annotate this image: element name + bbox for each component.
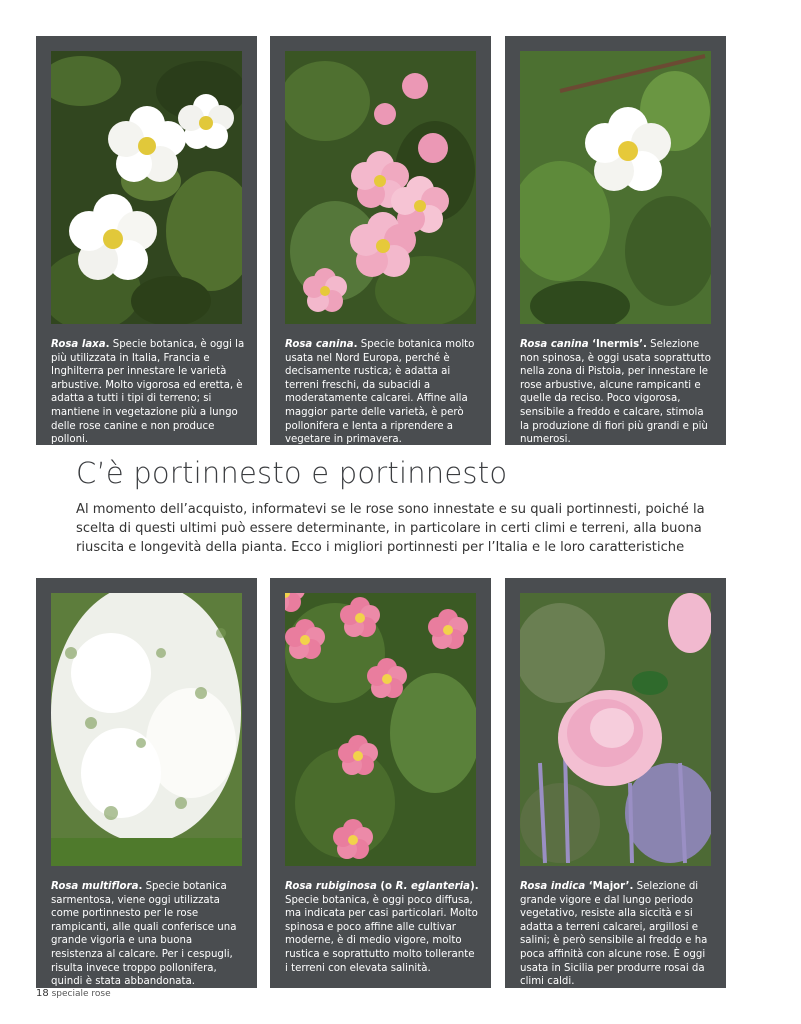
photo-rosa-multiflora	[51, 593, 242, 866]
species-name: Rosa canina	[520, 339, 589, 350]
alt-species-name: R. eglanteria	[395, 881, 471, 892]
page-number: 18	[36, 988, 49, 999]
cultivar-name: ‘Major’.	[585, 881, 634, 892]
species-description: Specie botanica molto usata nel Nord Europa, perché è decisamente rustica; è adatta ai terreni freschi, da subacidi a moderatamente calcarei. Affine alla maggior parte delle varietà, è però pollonifera e lenta a riprendere a vegetare in primavera.	[285, 339, 475, 446]
species-description: Specie botanica, è oggi poco diffusa, ma indicata per casi particolari. Molto spinosa e poco affine alle cultivar moderne, è di medio vigore, molto rustica e soprattutto molto tollerante i terreni con elevata salinità.	[285, 894, 478, 974]
species-name: Rosa multiflora	[51, 881, 139, 892]
photo-rosa-canina	[285, 51, 476, 324]
page-footer	[36, 988, 111, 999]
caption-rosa-indica	[520, 880, 714, 989]
caption-rosa-rubiginosa: Rosa rubiginosa (o R. eglanteria). Specie botanica, è oggi poco diffusa, ma indicata per casi particolari. Molto spinosa e poco affine alle cultivar moderne, è di medio vigore, molto rustica e soprattutto molto tollerante i terreni con elevata salinità.	[285, 881, 479, 974]
species-description: Specie botanica, è oggi la più utilizzata in Italia, Francia e Inghilterra per innestare le varietà arbustive. Molto vigorosa ed eretta, è adatta a tutti i tipi di terreno; si mantiene in vegetazione più a lungo delle rose canine e non produce polloni.	[51, 339, 245, 446]
card-rosa-indica	[505, 578, 726, 988]
caption-rosa-canina: Rosa canina. Specie botanica molto usata nel Nord Europa, perché è decisamente rustica; è adatta ai terreni freschi, da subacidi a moderatamente calcarei. Affine alla maggior parte delle varietà, è però pollonifera e lenta a riprendere a vegetare in primavera.	[285, 339, 475, 446]
species-name: Rosa indica	[520, 881, 586, 892]
section-intro: Al momento dell’acquisto, informatevi se le rose sono innestate e su quali portinnesti, poiché la scelta di questi ultimi può essere determinante, in particolare in certi climi e terreni, alla buona riuscita e longevità della pianta. Ecco i migliori portinnesti per l’Italia e le loro caratteristiche	[76, 502, 705, 555]
publication-label: speciale rose	[51, 989, 111, 999]
species-description: Specie botanica sarmentosa, viene oggi utilizzata come portinnesto per le rose rampicanti, alle quali conferisce una grande vigoria e una buona resistenza al calcare. Per i cespugli, risulta invece troppo pollonifera, quindi è stata abbandonata.	[51, 881, 237, 988]
card-rosa-canina-inermis	[505, 36, 726, 445]
card-rosa-canina	[270, 36, 491, 445]
caption-rosa-canina-inermis	[520, 338, 714, 447]
card-rosa-laxa	[36, 36, 257, 445]
species-name: Rosa canina	[285, 339, 354, 350]
photo-rosa-canina-inermis	[520, 51, 711, 324]
photo-rosa-laxa	[51, 51, 242, 324]
species-name: Rosa rubiginosa	[285, 881, 377, 892]
card-rosa-rubiginosa	[270, 578, 491, 988]
caption-rosa-multiflora: Rosa multiflora. Specie botanica sarmentosa, viene oggi utilizzata come portinnesto per le rose rampicanti, alle quali conferisce una grande vigoria e una buona resistenza al calcare. Per i cespugli, risulta invece troppo pollonifera, quindi è stata abbandonata.	[51, 881, 237, 988]
photo-rosa-indica	[520, 593, 711, 866]
species-name: Rosa laxa	[51, 339, 106, 350]
species-description: Selezione non spinosa, è oggi usata soprattutto nella zona di Pistoia, per innestare le rose arbustive, alcune rampicanti e quelle da reciso. Poco vigorosa, sensibile a freddo e calcare, stimola la produzione di fiori più grandi e più numerosi.	[520, 339, 712, 446]
photo-rosa-rubiginosa	[285, 593, 476, 866]
card-rosa-multiflora	[36, 578, 257, 988]
caption-rosa-laxa: Rosa laxa. Specie botanica, è oggi la più utilizzata in Italia, Francia e Inghilterra per innestare le varietà arbustive. Molto vigorosa ed eretta, è adatta a tutti i tipi di terreno; si mantiene in vegetazione più a lungo delle rose canine e non produce polloni.	[51, 339, 245, 446]
cultivar-name: ‘Inermis’.	[588, 339, 647, 350]
species-description: Selezione di grande vigore e dal lungo periodo vegetativo, resiste alla siccità e si adatta a terreni calcarei, argillosi e salini; è però sensibile al freddo e ha poca affinità con alcune rose. È oggi usata in Sicilia per produrre rosai da climi caldi.	[520, 881, 708, 988]
section-title: C’è portinnesto e portinnesto	[76, 456, 508, 490]
